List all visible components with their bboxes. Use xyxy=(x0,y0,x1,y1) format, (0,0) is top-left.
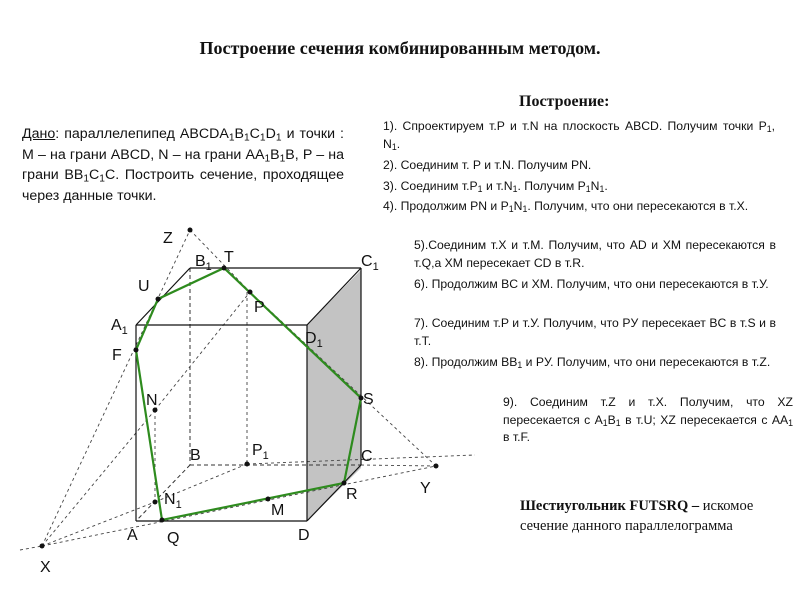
point-r xyxy=(342,481,347,486)
page-title: Построение сечения комбинированным методом. xyxy=(199,38,601,58)
label-b1: $B_1$ xyxy=(195,253,212,273)
label-u: U xyxy=(138,278,150,295)
label-p1: $P_1$ xyxy=(252,442,269,462)
point-x xyxy=(40,544,45,549)
label-t: T xyxy=(224,249,234,266)
step-2: 2). Соединим т. P и т.N. Получим PN. xyxy=(383,158,592,172)
points xyxy=(40,228,439,549)
given-label: Дано xyxy=(22,126,56,142)
label-z: Z xyxy=(163,230,173,247)
label-m: M xyxy=(271,502,285,519)
point-n1 xyxy=(153,500,158,505)
label-s: S xyxy=(363,391,374,408)
label-d1: $D_1$ xyxy=(305,330,323,350)
point-t xyxy=(222,266,227,271)
label-a: A xyxy=(127,527,138,544)
label-n: N xyxy=(146,392,158,409)
point-p xyxy=(248,290,253,295)
label-d: D xyxy=(298,527,310,544)
label-x: X xyxy=(40,559,51,576)
point-q xyxy=(160,518,165,523)
step-9: 9). Соединим т.Z и т.X. Получим, что XZ пересекается с $A_1B_1$ в т.U; XZ пересекается с $AA_1$ в т.F. xyxy=(503,395,793,444)
step-1: 1). Спроектируем т.P и т.N на плоскость ABCD. Получим точки $P_1$, $N_1$. xyxy=(383,119,775,152)
label-y: Y xyxy=(420,480,431,497)
point-u xyxy=(156,297,161,302)
label-p: P xyxy=(254,299,265,316)
step-7: 7). Соединим т.P и т.У. Получим, что PУ пересекает BC в т.S и в т.T. xyxy=(414,316,776,348)
step-4: 4). Продолжим PN и $P_1N_1$. Получим, что они пересекаются в т.X. xyxy=(383,199,749,215)
point-p1 xyxy=(245,462,250,467)
answer-rest: искомое сечение данного параллелограмма xyxy=(520,498,754,534)
right-face xyxy=(307,270,361,521)
answer-bold: Шестиугольник FUTSRQ – xyxy=(520,498,700,514)
point-z xyxy=(188,228,193,233)
given-body: : параллелепипед $ABCDA_1B_1C_1D_1$ и точки : M – на грани ABCD, N – на грани $AA_1B_1B$, P – на грани $BB_1C_1C$. Построить сечение, проходящее через данные точки. xyxy=(22,126,344,204)
construction-title: Построение: xyxy=(519,93,610,110)
step-8: 8). Продолжим $BB_1$ и PУ. Получим, что они пересекаются в т.Z. xyxy=(414,355,771,371)
step-3: 3). Соединим $т.P_1$ и $т.N_1$. Получим $P_1N_1$. xyxy=(383,179,608,195)
step-6: 6). Продолжим BC и XM. Получим, что они пересекаются в т.У. xyxy=(414,277,769,291)
label-r: R xyxy=(346,486,358,503)
label-a1: $A_1$ xyxy=(111,317,128,337)
label-f: F xyxy=(112,347,122,364)
label-q: Q xyxy=(167,530,180,547)
label-n1: $N_1$ xyxy=(164,491,182,511)
label-b: B xyxy=(190,447,201,464)
label-c: C xyxy=(361,448,373,465)
point-m xyxy=(266,497,271,502)
label-c1: $C_1$ xyxy=(361,253,379,273)
step-5: 5).Соединим т.X и т.M. Получим, что AD и XM пересекаются в т.Q,а XM пересекает CD в т.R. xyxy=(414,238,776,270)
point-y xyxy=(434,464,439,469)
point-f xyxy=(134,348,139,353)
